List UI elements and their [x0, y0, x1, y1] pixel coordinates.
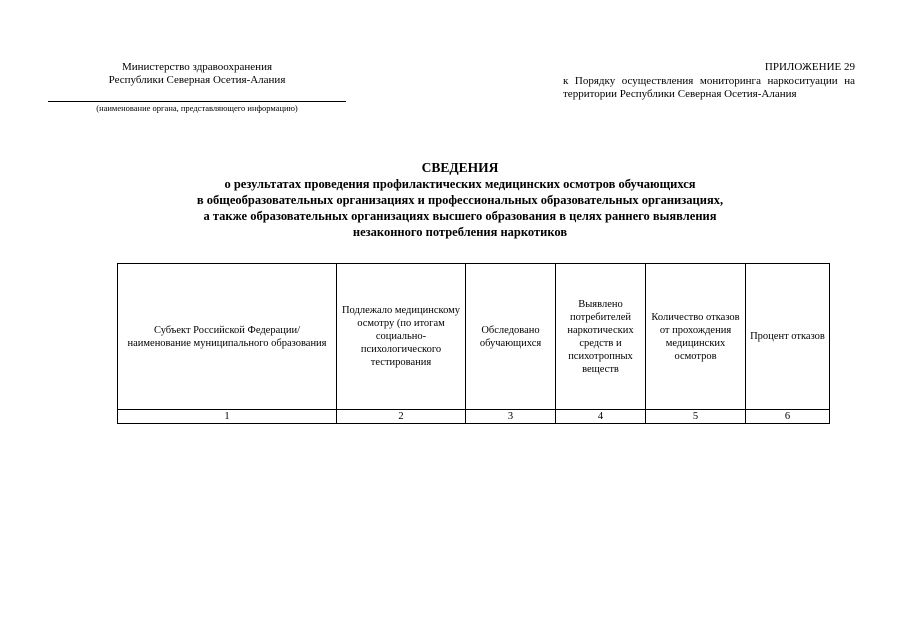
column-number-4: 4	[556, 410, 646, 424]
organization-block	[48, 61, 346, 114]
header-cell-users-identified: Выявлено потребителей наркотических средств и психотропных веществ	[556, 264, 646, 410]
header-cell-subject-to-exam: Подлежало медицинскому осмотру (по итогам социально-психологического тестирования	[337, 264, 466, 410]
report-table	[117, 263, 830, 424]
heading-line-4: незаконного потребления наркотиков	[352, 225, 568, 239]
heading-line-1: о результатах проведения профилактических медицинских осмотров обучающихся	[224, 177, 696, 191]
organization-name-line-1: Министерство здравоохранения	[121, 61, 273, 73]
document-title: СВЕДЕНИЯ	[421, 160, 499, 175]
header-cell-refusals-percent: Процент отказов	[746, 264, 830, 410]
column-number-2: 2	[337, 410, 466, 424]
organization-caption: (наименование органа, представляющего информацию)	[96, 103, 298, 113]
column-number-3: 3	[466, 410, 556, 424]
organization-signature-line	[48, 101, 346, 102]
table-number-row	[118, 410, 830, 424]
column-number-6: 6	[746, 410, 830, 424]
header-cell-examined: Обследовано обучающихся	[466, 264, 556, 410]
appendix-text: к Порядку осуществления мониторинга наркоситуации на территории Республики Северная Осетия-Алания	[563, 74, 855, 100]
heading-line-3: а также образовательных организациях высшего образования в целях раннего выявления	[203, 209, 717, 223]
appendix-block	[563, 61, 855, 102]
document-heading	[100, 160, 820, 240]
column-number-1: 1	[118, 410, 337, 424]
header-cell-refusals-count: Количество отказов от прохождения медицинских осмотров	[646, 264, 746, 410]
header-cell-subject: Субъект Российской Федерации/ наименование муниципального образования	[118, 264, 337, 410]
table-header-row	[118, 264, 830, 410]
appendix-title: ПРИЛОЖЕНИЕ 29	[764, 61, 855, 73]
organization-name-line-2: Республики Северная Осетия-Алания	[108, 74, 286, 86]
heading-line-2: в общеобразовательных организациях и профессиональных образовательных организациях,	[196, 193, 724, 207]
column-number-5: 5	[646, 410, 746, 424]
